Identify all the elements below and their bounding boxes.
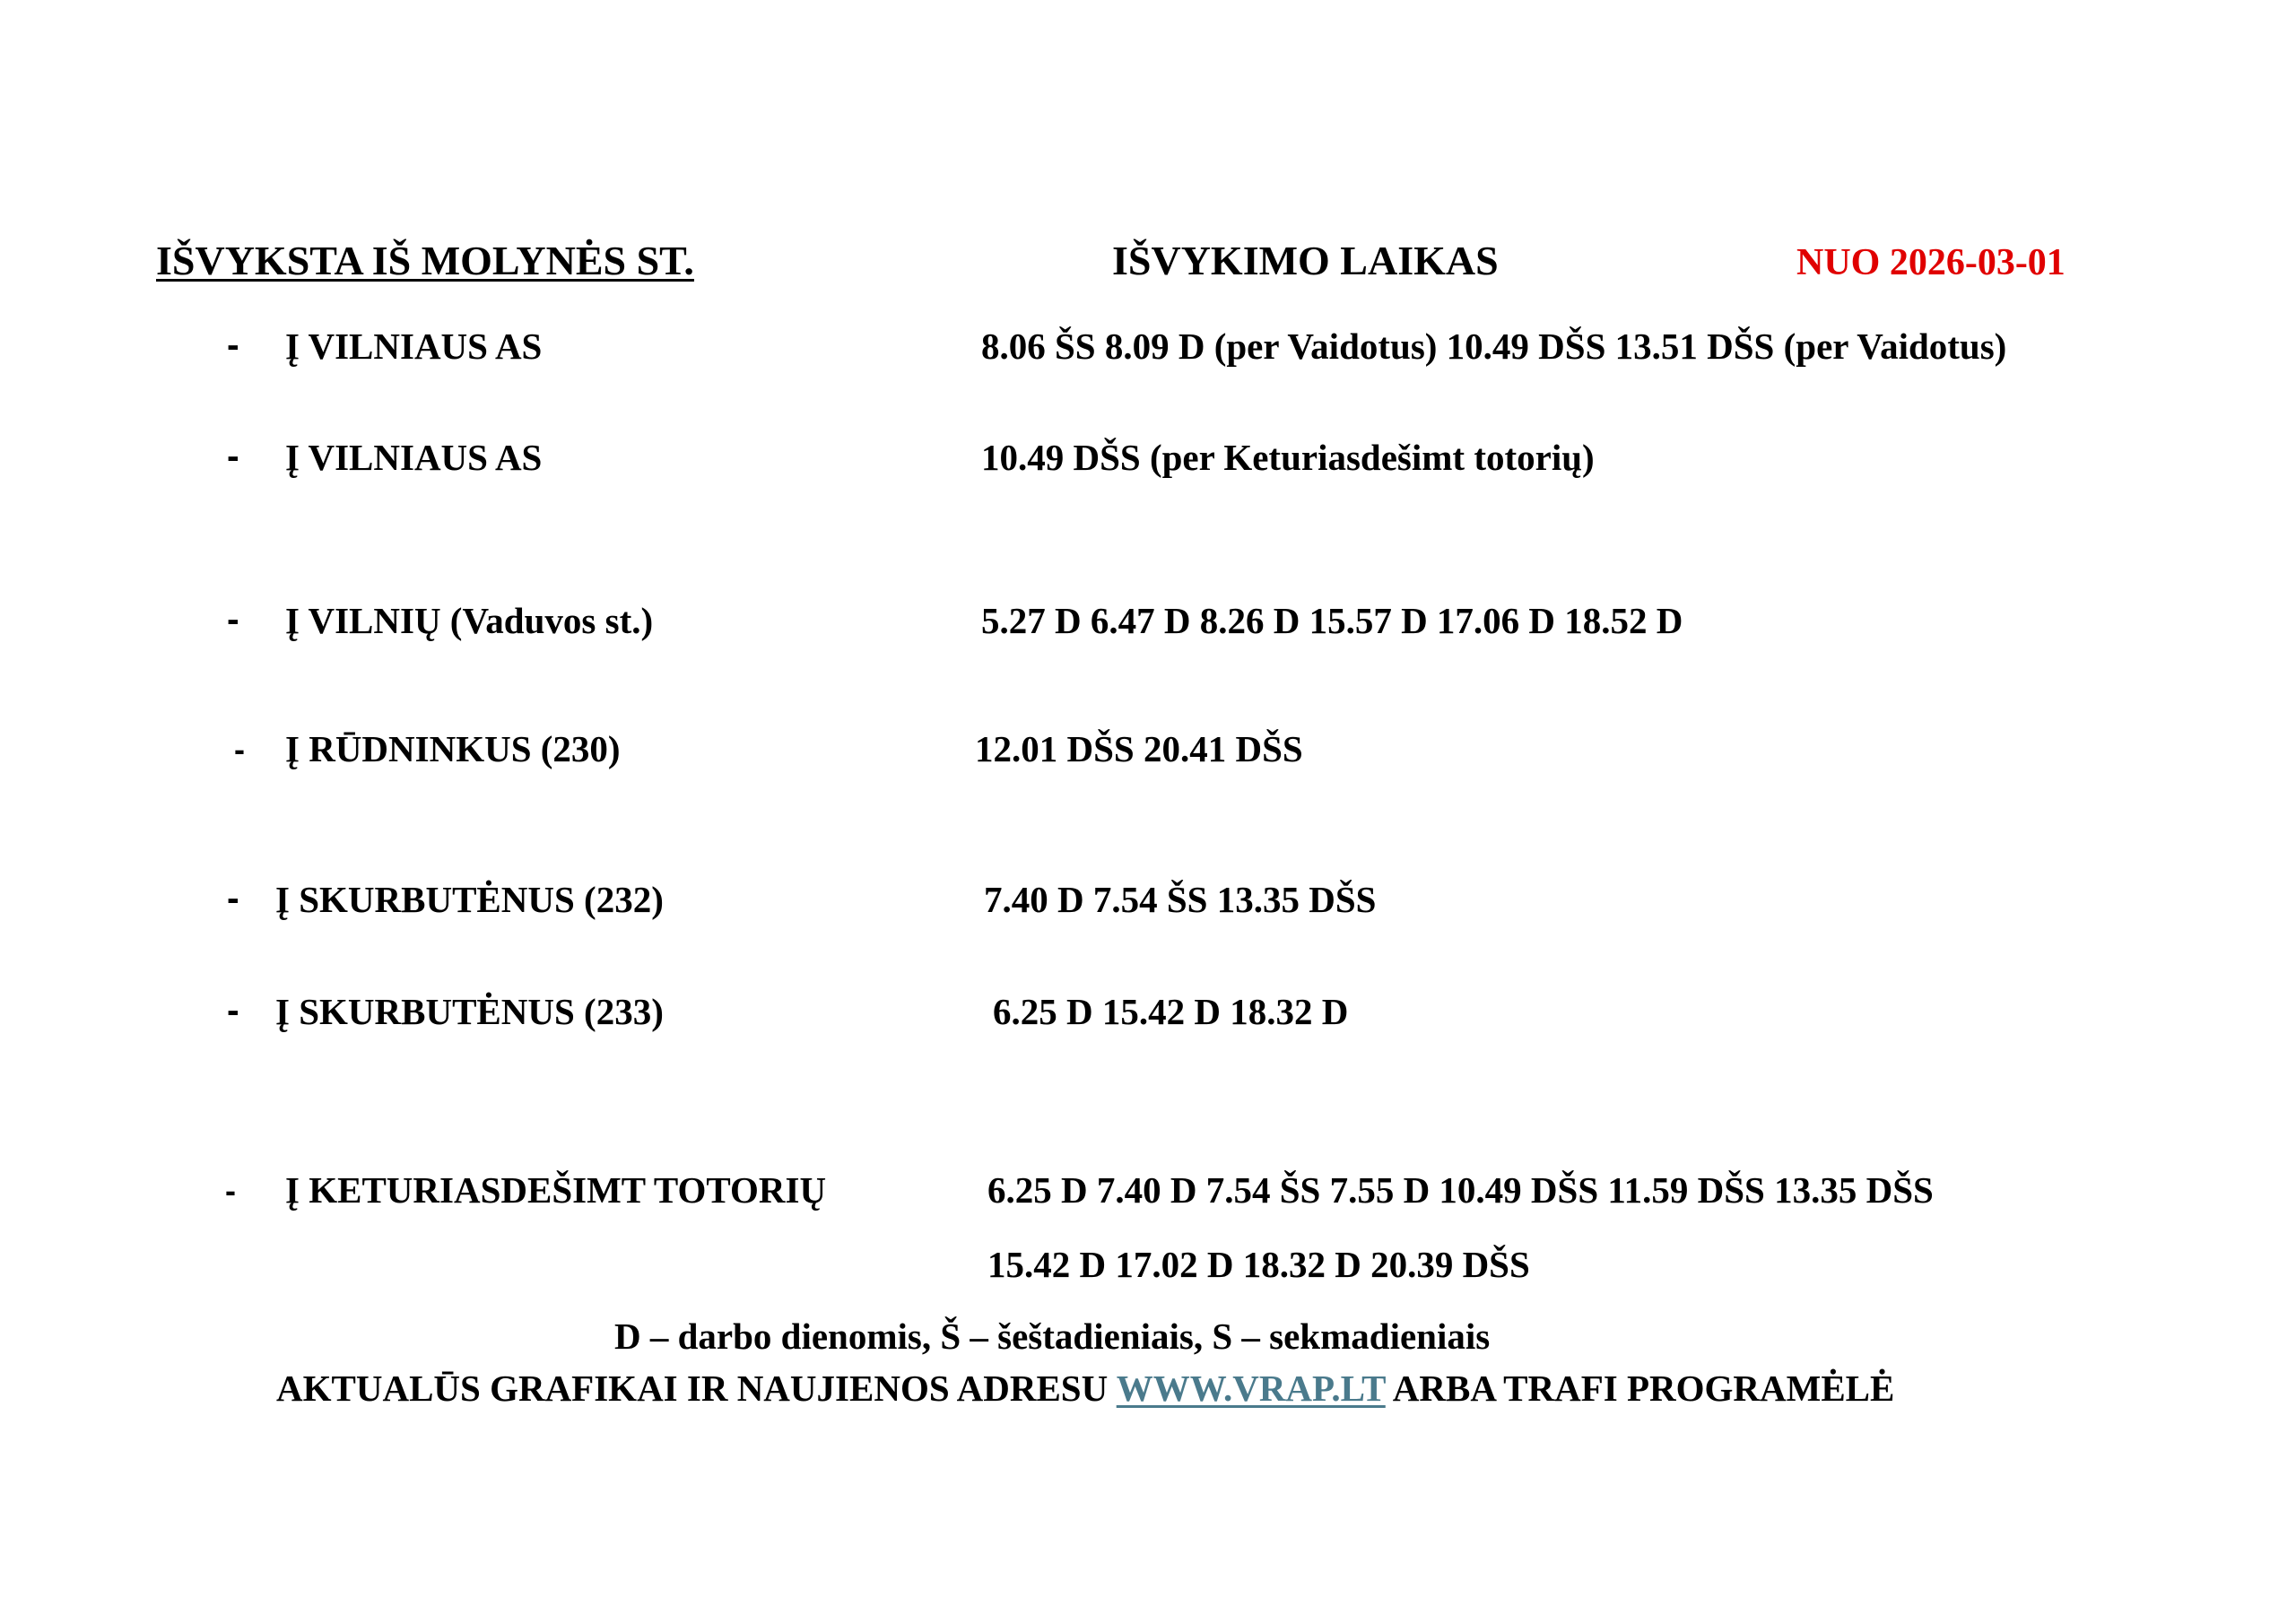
route-times: 10.49 DŠS (per Keturiasdešimt totorių) bbox=[981, 437, 1595, 478]
departs-from-heading: IŠVYKSTA IŠ MOLYNĖS ST. bbox=[156, 238, 694, 283]
route-dash: - bbox=[227, 324, 239, 365]
route-dash: - bbox=[227, 598, 239, 639]
route-times: 12.01 DŠS 20.41 DŠS bbox=[975, 728, 1303, 769]
route-times: 7.40 D 7.54 ŠS 13.35 DŠS bbox=[984, 879, 1377, 920]
route-times: 6.25 D 7.40 D 7.54 ŠS 7.55 D 10.49 DŠS 11.59 DŠS 13.35 DŠS bbox=[987, 1169, 1934, 1211]
route-times-continued: 15.42 D 17.02 D 18.32 D 20.39 DŠS bbox=[987, 1244, 1530, 1285]
route-destination: Į RŪDNINKUS (230) bbox=[285, 728, 621, 769]
route-times: 8.06 ŠS 8.09 D (per Vaidotus) 10.49 DŠS 13.51 DŠS (per Vaidotus) bbox=[981, 326, 2007, 367]
route-destination: Į VILNIŲ (Vaduvos st.) bbox=[285, 600, 654, 641]
route-destination: Į VILNIAUS AS bbox=[285, 437, 543, 478]
route-dash: - bbox=[227, 435, 239, 476]
route-destination: Į SKURBUTĖNUS (232) bbox=[275, 879, 664, 920]
footer-notice bbox=[276, 1370, 1894, 1407]
day-legend: D – darbo dienomis, Š – šeštadieniais, S – sekmadieniais bbox=[614, 1316, 1491, 1357]
website-link[interactable]: WWW.VRAP.LT bbox=[1116, 1368, 1386, 1409]
route-times: 6.25 D 15.42 D 18.32 D bbox=[993, 991, 1349, 1032]
departure-time-heading: IŠVYKIMO LAIKAS bbox=[1112, 238, 1499, 283]
route-destination: Į VILNIAUS AS bbox=[285, 326, 543, 367]
route-times: 5.27 D 6.47 D 8.26 D 15.57 D 17.06 D 18.52 D bbox=[981, 600, 1683, 641]
valid-from-date: NUO 2026-03-01 bbox=[1796, 242, 2066, 283]
route-destination: Į SKURBUTĖNUS (233) bbox=[275, 991, 664, 1032]
route-dash: - bbox=[234, 731, 245, 768]
route-destination: Į KETURIASDEŠIMT TOTORIŲ bbox=[285, 1169, 827, 1211]
footer-text-after: ARBA TRAFI PROGRAMĖLĖ bbox=[1385, 1368, 1895, 1409]
route-dash: - bbox=[227, 877, 239, 918]
route-dash: - bbox=[227, 989, 239, 1030]
route-dash: - bbox=[225, 1172, 236, 1209]
footer-text-before: AKTUALŪS GRAFIKAI IR NAUJIENOS ADRESU bbox=[276, 1368, 1117, 1409]
